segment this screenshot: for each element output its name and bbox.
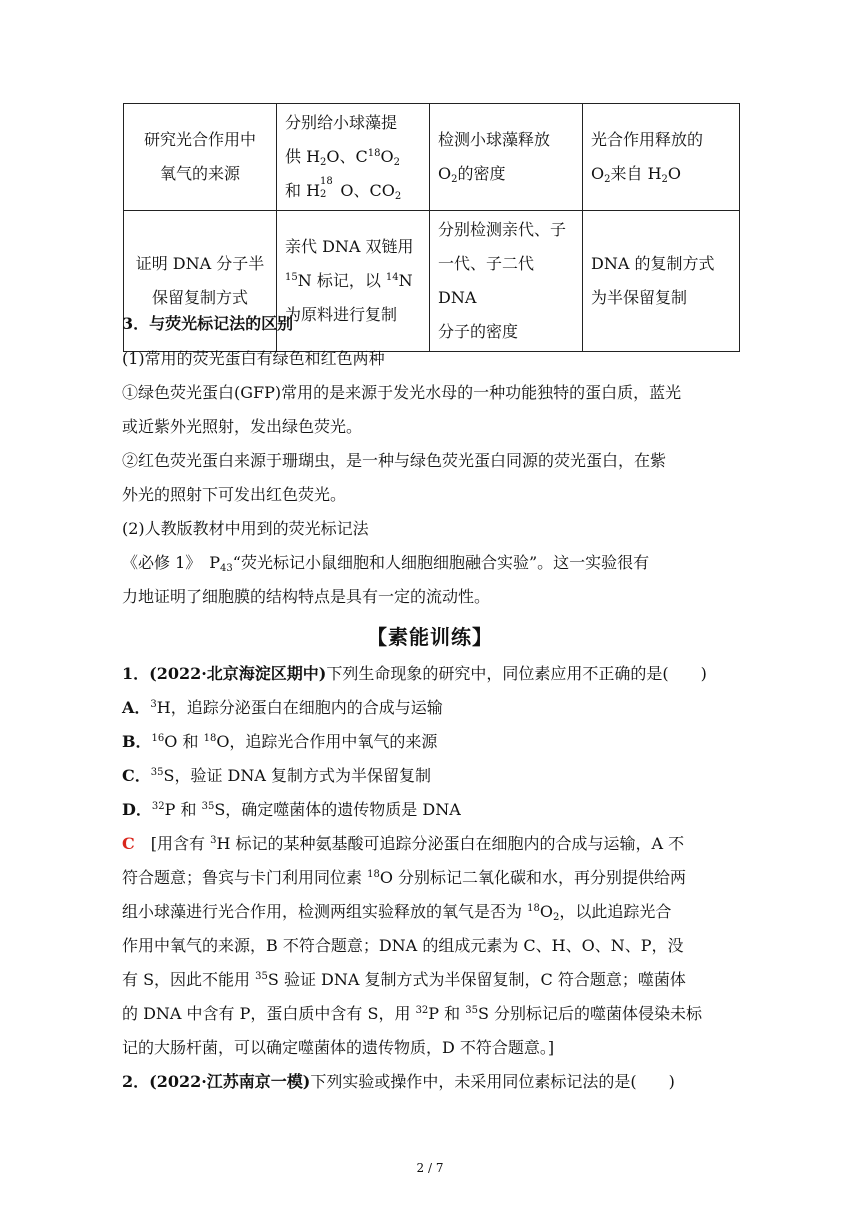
explanation-line: 作用中氧气的来源，B 不符合题意；DNA 的组成元素为 C、H、O、N、P，没 xyxy=(122,936,684,955)
table-cell: 研究光合作用中 氧气的来源 xyxy=(124,104,277,211)
paragraph-line: (2)人教版教材中用到的荧光标记法 xyxy=(122,519,369,538)
option-b: B．$^{16}$O 和 $^{18}$O，追踪光合作用中氧气的来源 xyxy=(122,732,438,751)
table-cell: DNA 的复制方式 为半保留复制 xyxy=(583,211,740,352)
isotope-stack: 18 2 xyxy=(320,176,333,200)
table-cell: 证明 DNA 分子半 保留复制方式 xyxy=(124,211,277,352)
paragraph-line: 力地证明了细胞膜的结构特点是具有一定的流动性。 xyxy=(122,587,491,606)
explanation-line: 符合题意；鲁宾与卡门利用同位素 $^{18}$O 分别标记二氧化碳和水，再分别提供给两 xyxy=(122,868,687,887)
explanation-line: C [用含有 $^3$H 标记的某种氨基酸可追踪分泌蛋白在细胞内的合成与运输，A 不 xyxy=(122,834,685,853)
option-d: D．$^{32}$P 和 $^{35}$S，确定噬菌体的遗传物质是 DNA xyxy=(122,800,461,819)
explanation-line: 组小球藻进行光合作用，检测两组实验释放的氧气是否为 $^{18}O_2$，以此追踪光合 xyxy=(122,902,672,923)
section-title: 3．与荧光标记法的区别 xyxy=(122,314,294,333)
explanation-line: 记的大肠杆菌，可以确定噬菌体的遗传物质，D 不符合题意。] xyxy=(122,1038,555,1057)
table-cell: 亲代 DNA 双链用 $^{15}$N 标记，以 $^{14}$N 为原料进行复制 xyxy=(277,211,430,352)
paragraph-line: 或近紫外光照射，发出绿色荧光。 xyxy=(122,417,363,436)
table-row xyxy=(124,104,740,211)
table-cell: 分别给小球藻提 供 $H_2O$、$C^{18}O_2$ 和 H 18 2 O、$CO_2$ xyxy=(277,104,430,211)
paragraph-line: 外光的照射下可发出红色荧光。 xyxy=(122,485,347,504)
question-stem: 2．(2022·江苏南京一模)下列实验或操作中，未采用同位素标记法的是( ) xyxy=(122,1072,675,1091)
option-c: C．$^{35}$S，验证 DNA 复制方式为半保留复制 xyxy=(122,766,432,785)
paragraph-line: ②红色荧光蛋白来源于珊瑚虫，是一种与绿色荧光蛋白同源的荧光蛋白，在紫 xyxy=(122,451,667,470)
explanation-line: 有 S，因此不能用 $^{35}$S 验证 DNA 复制方式为半保留复制，C 符合题意；噬菌体 xyxy=(122,970,686,989)
explanation-line: 的 DNA 中含有 P，蛋白质中含有 S，用 $^{32}$P 和 $^{35}$S 分别标记后的噬菌体侵染未标 xyxy=(122,1004,703,1023)
question-stem: 1．(2022·北京海淀区期中)下列生命现象的研究中，同位素应用不正确的是( ) xyxy=(122,664,707,683)
paragraph-line: ①绿色荧光蛋白(GFP)常用的是来源于发光水母的一种功能独特的蛋白质，蓝光 xyxy=(122,383,682,402)
table-cell: 分别检测亲代、子 一代、子二代 DNA 分子的密度 xyxy=(430,211,583,352)
option-a: A．$^3$H，追踪分泌蛋白在细胞内的合成与运输 xyxy=(122,698,443,717)
training-heading: 【素能训练】 xyxy=(367,625,493,649)
answer-key: C xyxy=(122,834,135,853)
page-number: 2 / 7 xyxy=(416,1161,444,1175)
paragraph-line: (1)常用的荧光蛋白有绿色和红色两种 xyxy=(122,349,385,368)
paragraph-line: 《必修 1》 $P_{43}“$荧光标记小鼠细胞和人细胞细胞融合实验”。这一实验很有 xyxy=(122,553,650,574)
table-cell: 光合作用释放的 $O_2$来自 $H_2O$ xyxy=(583,104,740,211)
table-cell: 检测小球藻释放 $O_2$的密度 xyxy=(430,104,583,211)
